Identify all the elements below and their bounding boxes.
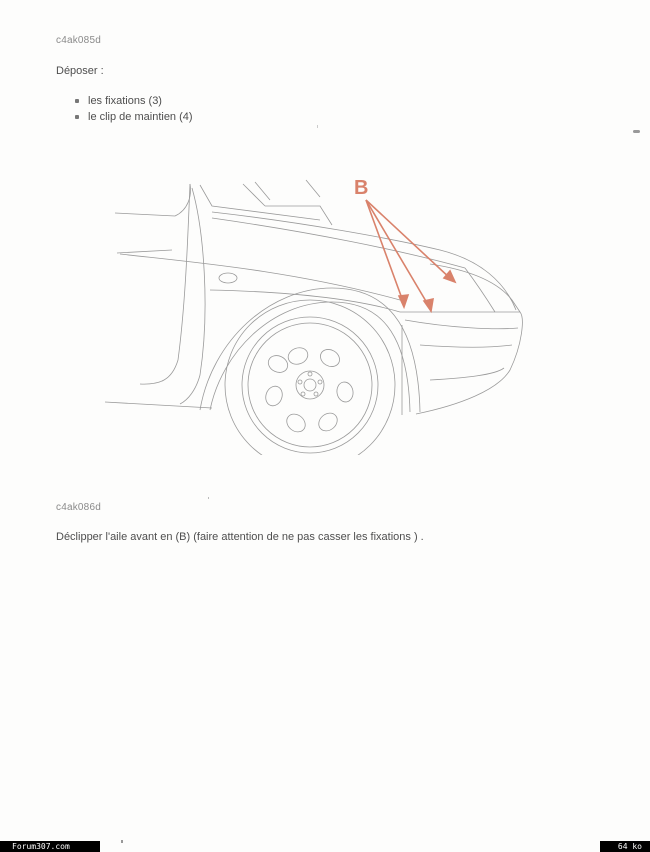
scan-speck <box>633 130 640 133</box>
document-reference-top: c4ak085d <box>56 35 101 46</box>
declip-instruction: Déclipper l'aile avant en (B) (faire attention de ne pas casser les fixations ) . <box>56 531 424 543</box>
footer-site-label: Forum307.com <box>0 841 100 852</box>
scan-speck <box>121 840 123 843</box>
list-item-clip: le clip de maintien (4) <box>72 109 193 125</box>
front-wing-diagram <box>100 170 530 455</box>
callout-label-b: B <box>354 177 369 199</box>
wheel-arch <box>200 288 420 412</box>
scan-speck <box>208 497 209 499</box>
document-reference-caption: c4ak086d <box>56 502 101 513</box>
list-item-fixations: les fixations (3) <box>72 93 193 109</box>
deposer-heading: Déposer : <box>56 65 104 77</box>
footer-file-size: 64 ko <box>600 841 650 852</box>
scan-speck <box>317 125 318 128</box>
removal-items-list <box>72 93 193 125</box>
side-repeater <box>219 273 237 283</box>
door-edge <box>115 184 190 216</box>
